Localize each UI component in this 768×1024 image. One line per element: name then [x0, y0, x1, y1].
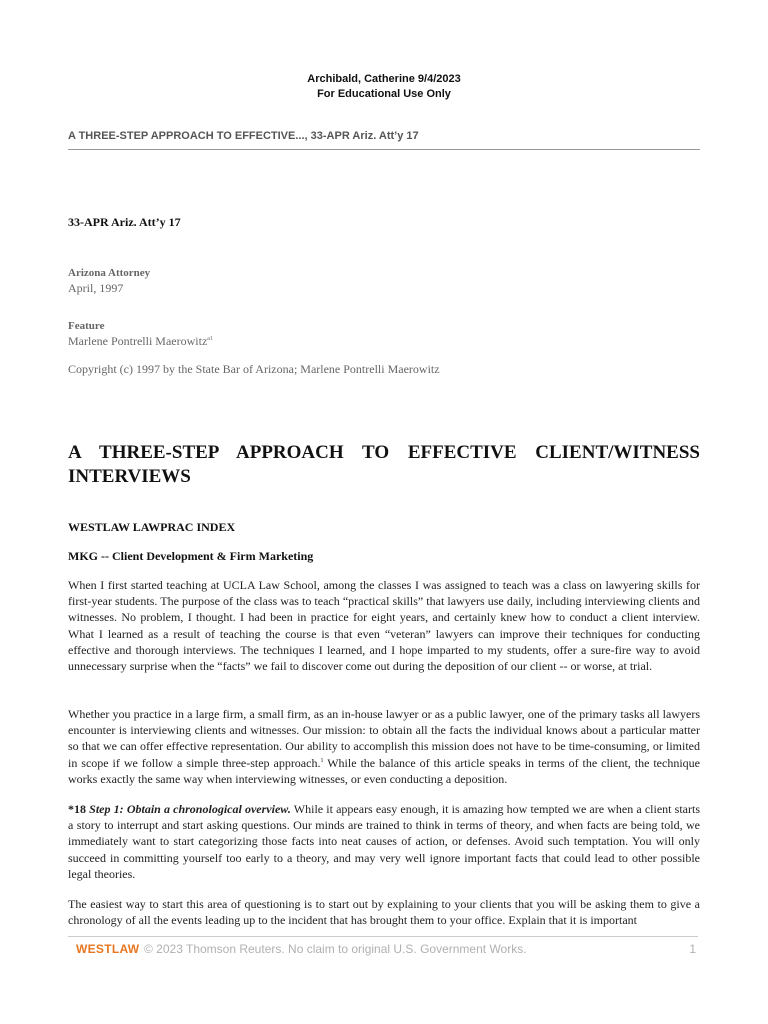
- footer-divider: [68, 936, 698, 937]
- stamp-usage-notice: For Educational Use Only: [317, 88, 451, 100]
- citation: 33-APR Ariz. Att’y 17: [68, 215, 181, 229]
- article-title-line-2: INTERVIEWS: [68, 466, 191, 487]
- publication-date: April, 1997: [68, 281, 124, 295]
- paragraph-2-text-b: While the balance of this article speaks in terms of the client, the technique works exactly the same way when interviewing witnesses, or even conducting a deposition.: [68, 755, 700, 786]
- star-page-marker: *18: [68, 802, 86, 816]
- index-subheading: MKG -- Client Development & Firm Marketing: [68, 549, 314, 563]
- page-footer: [68, 941, 698, 957]
- author-name: Marlene Pontrelli Maerowitz: [68, 334, 208, 348]
- page-number: 1: [689, 942, 696, 956]
- westlaw-logo: WESTLAW: [76, 942, 140, 956]
- stamp-user-date: Archibald, Catherine 9/4/2023: [307, 73, 461, 85]
- paragraph-1: When I first started teaching at UCLA Law School, among the classes I was assigned to teach was a class on lawyering skills for first-year students. The purpose of the class was to teach “practical skills” that lawyers use daily, including interviewing clients and witnesses. No problem, I thought. I had been in practice for eight years, and certainly knew how to conduct a client interview. What I learned as a result of teaching the course is that even “veteran” lawyers can improve their techniques for conducting effective and thorough interviews. The techniques I learned, and I hope imparted to my students, offer a sure-fire way to avoid unnecessary surprise when the “facts” we fail to discover come out during the deposition of our client -- or worse, at trial.: [68, 578, 700, 674]
- paragraph-3: [68, 801, 700, 882]
- paragraph-4: The easiest way to start this area of questioning is to start out by explaining to your clients that you will be asking them to give a chronology of all the events leading up to the incident that has brought them to your office. Explain that it is important: [68, 897, 700, 928]
- copyright-notice: Copyright (c) 1997 by the State Bar of Arizona; Marlene Pontrelli Maerowitz: [68, 362, 440, 376]
- paragraph-3-body: While it appears easy enough, it is amazing how tempted we are when a client starts a story to interrupt and start asking questions. Our minds are trained to think in terms of theory, and when facts are being told, we immediately want to start categorizing those facts into neat causes of action, or defenses. Avoid such temptation. You will only succeed in committing yourself too early to a theory, and may very well ignore important facts that could lead to other possible legal theories.: [68, 802, 701, 881]
- footnote-1-link[interactable]: 1: [320, 757, 324, 764]
- index-heading: WESTLAW LAWPRAC INDEX: [68, 520, 236, 534]
- document-stamp: [0, 72, 768, 102]
- footer-copyright: © 2023 Thomson Reuters. No claim to original U.S. Government Works.: [144, 942, 527, 956]
- article-title-line-1: A THREE-STEP APPROACH TO EFFECTIVE CLIENT/WITNESS: [68, 442, 700, 463]
- feature-label: Feature: [68, 320, 105, 332]
- article-title: [68, 441, 700, 489]
- paragraph-2: [68, 706, 700, 787]
- running-head: A THREE-STEP APPROACH TO EFFECTIVE..., 33-APR Ariz. Att’y 17: [68, 130, 419, 142]
- paragraph-2-text-a: Whether you practice in a large firm, a small firm, as an in-house lawyer or as a public lawyer, one of the primary tasks all lawyers encounter is interviewing clients and witnesses. Our mission: to obtain all the facts the individual knows about a particular matter so that we can offer effective representation. Our ability to accomplish this mission does not have to be time-consuming, or limited in scope if we follow a simple three-step approach.: [68, 707, 700, 770]
- author-line: [68, 334, 213, 349]
- publication-block: [68, 266, 150, 296]
- header-divider: [68, 149, 700, 150]
- step-1-heading: Step 1: Obtain a chronological overview.: [89, 802, 291, 816]
- feature-block: [68, 319, 213, 349]
- publication-name: Arizona Attorney: [68, 267, 151, 279]
- author-footnote-link[interactable]: a1: [207, 336, 213, 342]
